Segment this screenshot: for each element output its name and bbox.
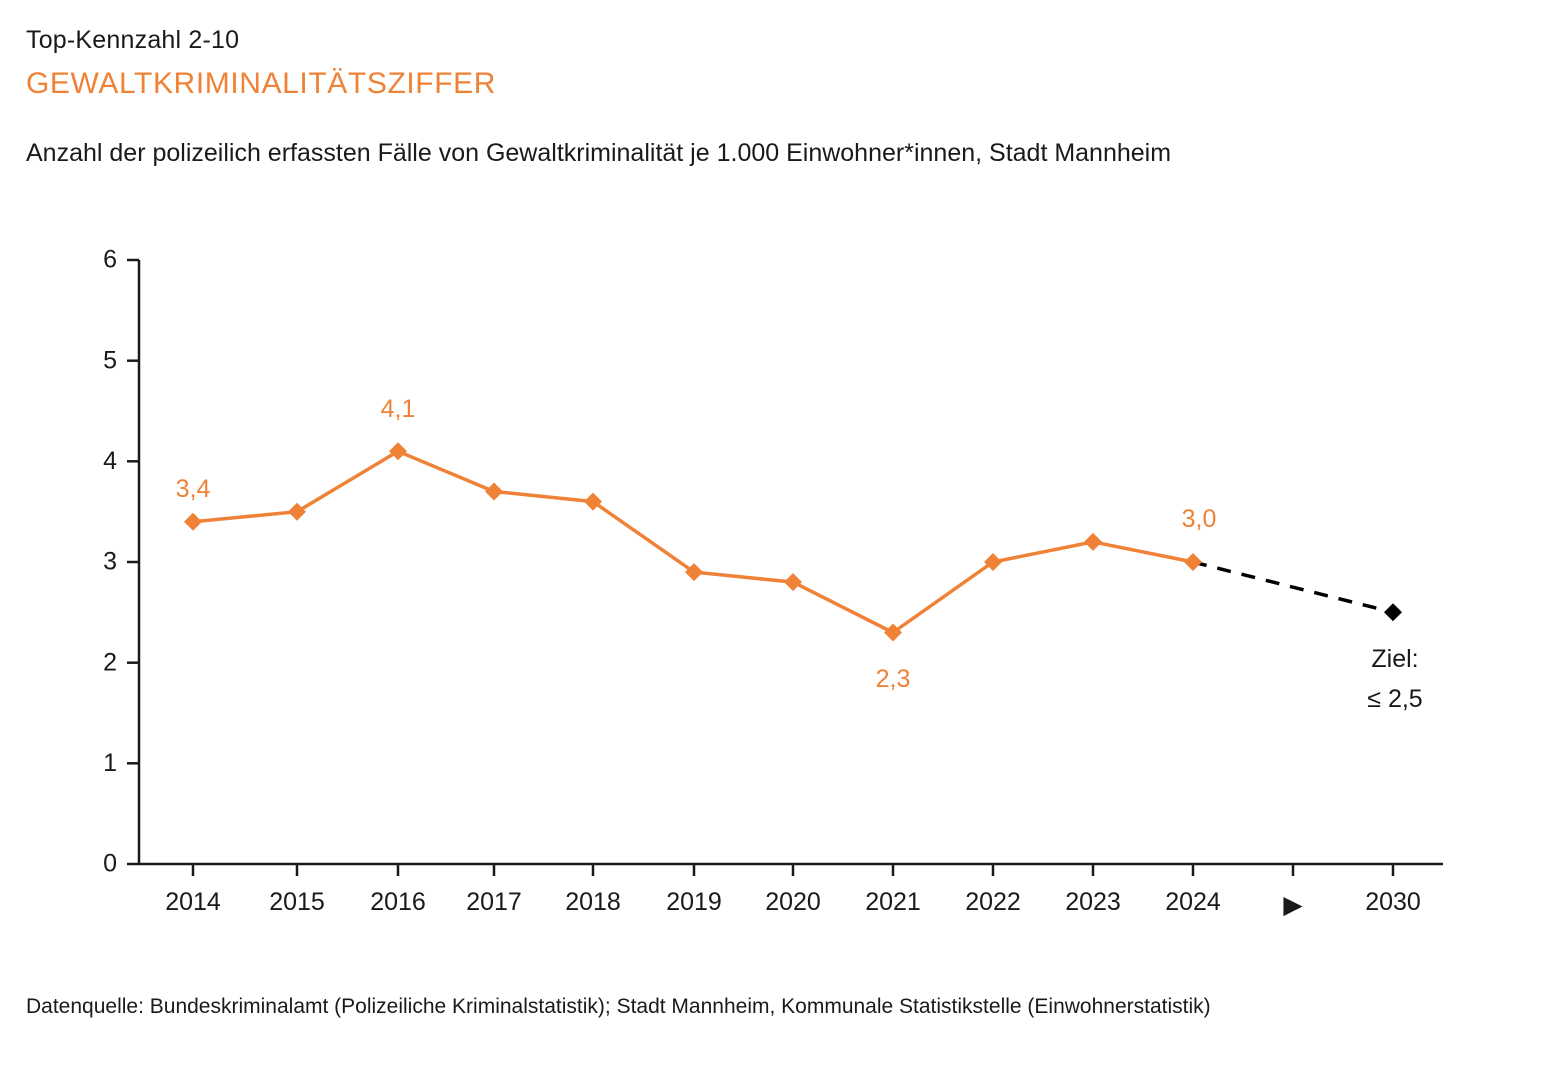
y-tick-label: 4 [103, 446, 117, 475]
forecast-arrow-icon: ▶ [1283, 891, 1303, 919]
data-source-note: Datenquelle: Bundeskriminalamt (Polizeiliche Kriminalstatistik); Stadt Mannheim, Kommunale Statistikstelle (Einwohnerstatistik) [26, 995, 1211, 1018]
x-tick-label-2023: 2023 [1065, 888, 1121, 916]
goal-value: ≤ 2,5 [1367, 685, 1423, 713]
page-title: GEWALTKRIMINALITÄTSZIFFER [26, 67, 497, 100]
line-chart [0, 220, 1542, 920]
data-label-2014: 3,4 [175, 475, 211, 503]
x-tick-label-2024: 2024 [1165, 888, 1221, 916]
y-tick-marks [127, 260, 139, 864]
y-tick-label: 2 [103, 648, 117, 677]
x-tick-label-2018: 2018 [565, 888, 621, 916]
y-tick-label: 0 [103, 849, 117, 878]
y-tick-label: 1 [103, 748, 117, 777]
x-tick-label-2022: 2022 [965, 888, 1021, 916]
data-label-2016: 4,1 [380, 395, 416, 423]
target-projection-line [1193, 562, 1393, 612]
x-tick-label-2016: 2016 [370, 888, 426, 916]
x-tick-label-2017: 2017 [466, 888, 522, 916]
data-markers [184, 442, 1202, 641]
x-tick-label-2014: 2014 [165, 888, 221, 916]
x-tick-label-2020: 2020 [765, 888, 821, 916]
x-tick-label-2021: 2021 [865, 888, 921, 916]
x-tick-label-2015: 2015 [269, 888, 325, 916]
x-tick-label-2019: 2019 [666, 888, 722, 916]
goal-label: Ziel: [1371, 645, 1419, 673]
page-kicker: Top-Kennzahl 2-10 [26, 26, 240, 54]
target-marker [1384, 603, 1402, 621]
data-line-series [193, 451, 1193, 632]
y-tick-label: 6 [103, 245, 117, 274]
x-tick-label-2030: 2030 [1365, 888, 1421, 916]
data-label-2021: 2,3 [875, 665, 911, 693]
y-tick-label: 3 [103, 547, 117, 576]
y-tick-label: 5 [103, 346, 117, 375]
chart-subtitle: Anzahl der polizeilich erfassten Fälle von Gewaltkriminalität je 1.000 Einwohner*innen, Stadt Mannheim [26, 139, 1172, 167]
x-tick-marks [193, 864, 1393, 876]
data-label-2024: 3,0 [1181, 505, 1217, 533]
